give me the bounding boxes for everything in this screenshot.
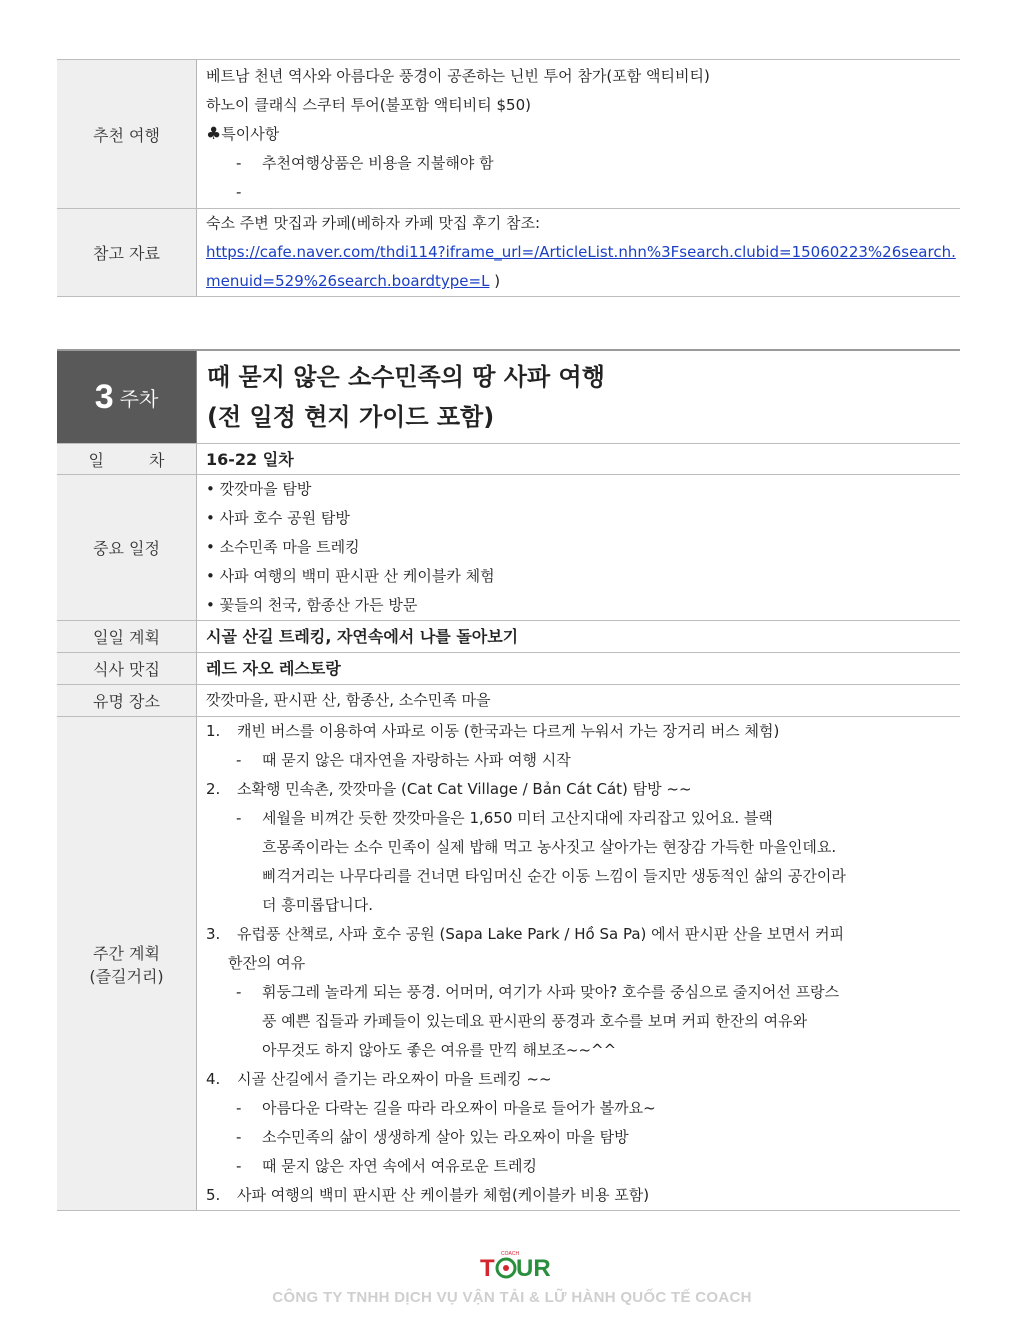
plan-item: 4. 시골 산길에서 즐기는 라오짜이 마을 트레킹 ~~ [206, 1070, 552, 1088]
plan-item-cont: 한잔의 여유 [228, 954, 306, 972]
week-header-row [57, 350, 960, 444]
special-note-item: - 추천여행상품은 비용을 지불해야 함 [206, 149, 960, 178]
plan-subitem: - 휘둥그레 놀라게 되는 풍경. 어머머, 여기가 사파 맞아? 호수를 중심으로 줄지어선 프랑스 [236, 983, 840, 1001]
days-row [57, 444, 960, 475]
plan-subitem: - 때 묻지 않은 대자연을 자랑하는 사파 여행 시작 [236, 751, 571, 769]
week-unit: 주차 [119, 386, 159, 411]
days-value: 16-22 일차 [197, 444, 961, 475]
plan-subitem-cont: 삐걱거리는 나무다리를 건너면 타임머신 순간 이동 느낌이 들지만 생동적인 삶의 공간이라 [262, 867, 846, 885]
svg-text:COACH: COACH [501, 1251, 520, 1257]
svg-text:T: T [480, 1255, 495, 1282]
daily-plan-label: 일일 계획 [57, 621, 197, 653]
reference-content: 숙소 주변 맛집과 카페(베하자 카페 맛집 후기 참조: https://cafe.naver.com/thdi114?iframe_url=/ArticleList.nhn%3Fsearch.clubid=15060223%26search. menuid=529%26search.boardtype=L ) [197, 209, 961, 297]
title-line-2: (전 일정 현지 가이드 포함) [207, 403, 495, 431]
plan-subitem-cont: 아무것도 하지 않아도 좋은 여유를 만끽 해보조~~^^ [262, 1041, 617, 1059]
food-label: 식사 맛집 [57, 653, 197, 685]
weekly-plan-row [57, 717, 960, 1211]
special-note-item [206, 178, 960, 207]
schedule-item: • 사파 호수 공원 탐방 [206, 509, 350, 527]
week-badge [57, 350, 197, 444]
recommended-content [197, 60, 961, 209]
food-row [57, 653, 960, 685]
weekly-plan-content [197, 717, 961, 1211]
recommended-row [57, 60, 960, 209]
weekly-plan-label: 주간 계획 (즐길거리) [57, 717, 197, 1211]
company-name: CÔNG TY TNHH DỊCH VỤ VẬN TẢI & LỮ HÀNH QUỐC TẾ COACH [272, 1289, 752, 1306]
schedule-list [197, 475, 961, 621]
daily-plan-value: 시골 산길 트레킹, 자연속에서 나를 돌아보기 [197, 621, 961, 653]
schedule-item: • 꽃들의 천국, 함종산 가든 방문 [206, 596, 418, 614]
title-line-1: 때 묻지 않은 소수민족의 땅 사파 여행 [207, 363, 605, 391]
plan-item: 1. 캐빈 버스를 이용하여 사파로 이동 (한국과는 다르게 누워서 가는 장거리 버스 체험) [206, 722, 780, 740]
food-value: 레드 자오 레스토랑 [197, 653, 961, 685]
places-value: 깟깟마을, 판시판 산, 함종산, 소수민족 마을 [197, 685, 961, 717]
plan-subitem-cont: 풍 예쁜 집들과 카페들이 있는데요 판시판의 풍경과 호수를 보며 커피 한잔의 여유와 [262, 1012, 808, 1030]
svg-text:UR: UR [516, 1255, 551, 1282]
recommended-line: 하노이 클래식 스쿠터 투어(불포함 액티비티 $50) [206, 95, 531, 114]
special-notes-heading: ♣특이사항 [206, 123, 280, 144]
recommended-line: 베트남 천년 역사와 아름다운 풍경이 공존하는 닌빈 투어 참가(포함 액티비티) [206, 66, 710, 85]
daily-plan-row [57, 621, 960, 653]
schedule-item: • 사파 여행의 백미 판시판 산 케이블카 체험 [206, 567, 495, 585]
top-info-table [57, 59, 960, 297]
plan-subitem: - 아름다운 다락논 길을 따라 라오짜이 마을로 들어가 볼까요~ [236, 1099, 656, 1117]
reference-link[interactable]: https://cafe.naver.com/thdi114?iframe_url=/ArticleList.nhn%3Fsearch.clubid=15060223%26search. [206, 243, 956, 261]
places-label: 유명 장소 [57, 685, 197, 717]
reference-label: 참고 자료 [57, 209, 197, 297]
schedule-item: • 깟깟마을 탐방 [206, 480, 312, 498]
schedule-item: • 소수민족 마을 트레킹 [206, 538, 360, 556]
schedule-label: 중요 일정 [57, 475, 197, 621]
reference-text: 숙소 주변 맛집과 카페(베하자 카페 맛집 후기 참조: [206, 214, 541, 232]
club-icon: ♣ [206, 123, 222, 144]
plan-subitem: - 때 묻지 않은 자연 속에서 여유로운 트레킹 [236, 1157, 537, 1175]
week-title [197, 350, 961, 444]
plan-subitem: - 세월을 비껴간 듯한 깟깟마을은 1,650 미터 고산지대에 자리잡고 있어요. 블랙 [236, 809, 773, 827]
places-row [57, 685, 960, 717]
plan-item: 3. 유럽풍 산책로, 사파 호수 공원 (Sapa Lake Park / Hồ Sa Pa) 에서 판시판 산을 보면서 커피 [206, 925, 845, 943]
recommended-label: 추천 여행 [57, 60, 197, 209]
plan-subitem-cont: 흐몽족이라는 소수 민족이 실제 밥해 먹고 농사짓고 살아가는 현장감 가득한 마을인데요. [262, 838, 837, 856]
plan-subitem-cont: 더 흥미롭답니다. [262, 896, 373, 914]
plan-subitem: - 소수민족의 삶이 생생하게 살아 있는 라오짜이 마을 탐방 [236, 1128, 629, 1146]
reference-row [57, 209, 960, 297]
dash-bullet: - [236, 153, 242, 172]
plan-item: 2. 소확행 민속촌, 깟깟마을 (Cat Cat Village / Bản Cát Cát) 탐방 ~~ [206, 780, 692, 798]
days-label: 일 차 [57, 444, 197, 475]
week3-table [57, 349, 960, 1211]
schedule-row [57, 475, 960, 621]
reference-link-cont[interactable]: menuid=529%26search.boardtype=L [206, 272, 490, 290]
plan-item: 5. 사파 여행의 백미 판시판 산 케이블카 체험(케이블카 비용 포함) [206, 1186, 650, 1204]
tour-logo-mark [472, 1246, 552, 1282]
tour-logo [0, 1246, 1024, 1286]
week-number: 3 [94, 377, 114, 416]
dash-bullet: - [236, 182, 242, 201]
